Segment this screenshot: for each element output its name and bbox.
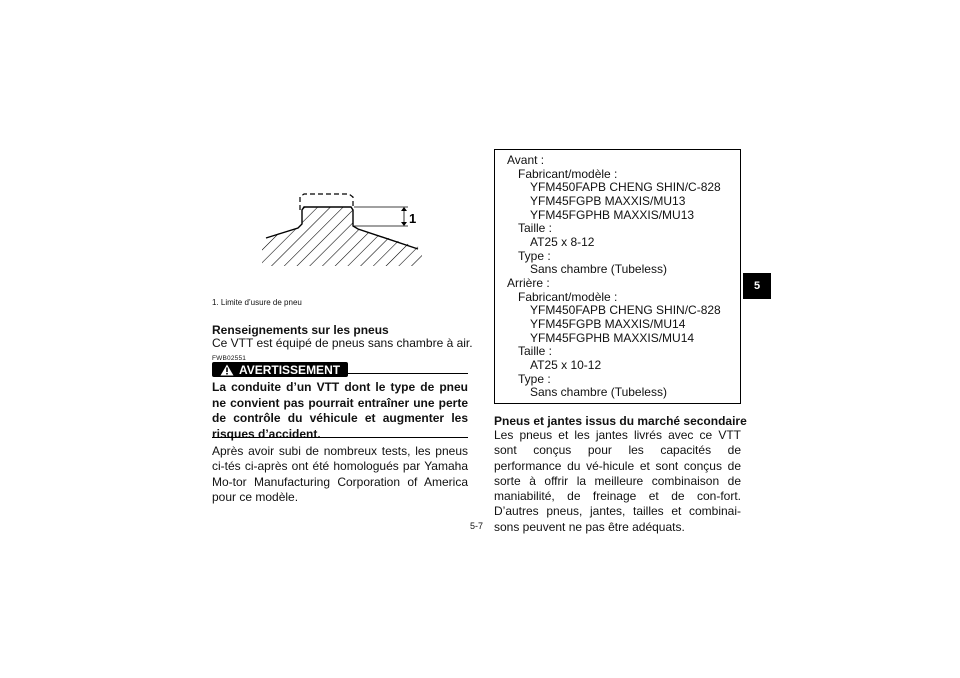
page-number: 5-7 bbox=[470, 521, 484, 531]
spec-line: Arrière : bbox=[507, 275, 550, 290]
spec-line: YFM45FGPB MAXXIS/MU13 bbox=[530, 193, 686, 208]
spec-line: AT25 x 10-12 bbox=[530, 357, 602, 372]
spec-line: Fabricant/modèle : bbox=[518, 289, 618, 304]
spec-line: Avant : bbox=[507, 153, 545, 167]
aftermarket-paragraph: Les pneus et les jantes livrés avec ce VTT sont conçus pour les capacités de performance du vé-hicule et sont conçus de sorte à offrir la meilleure combinaison de maniabilité, de freinage et de con-fort. D’autres pneus, jantes, tailles et combinai-sons peuvent ne pas être adéquats. bbox=[494, 428, 741, 534]
warning-rule-top bbox=[348, 373, 468, 374]
spec-line: Sans chambre (Tubeless) bbox=[530, 262, 667, 277]
spec-line: Type : bbox=[518, 248, 551, 263]
warning-rule-bottom bbox=[212, 437, 468, 438]
tire-spec-box bbox=[494, 149, 741, 404]
spec-line: YFM45FGPB MAXXIS/MU14 bbox=[530, 316, 686, 331]
spec-line: Type : bbox=[518, 371, 551, 386]
tire-info-text: Ce VTT est équipé de pneus sans chambre à air. bbox=[212, 336, 473, 350]
spec-line: YFM45FGPHB MAXXIS/MU14 bbox=[530, 330, 695, 345]
warning-text: La conduite d’un VTT dont le type de pneu ne convient pas pourrait entraîner une perte de contrôle du véhicule et augmenter les risques d’accident. bbox=[212, 380, 468, 441]
tread-cross-section bbox=[262, 186, 428, 266]
figure-caption: 1. Limite d’usure de pneu bbox=[212, 298, 302, 307]
spec-line: Taille : bbox=[518, 221, 553, 236]
chapter-tab: 5 bbox=[743, 273, 771, 299]
spec-line: YFM45FGPHB MAXXIS/MU13 bbox=[530, 207, 695, 222]
spec-line: Fabricant/modèle : bbox=[518, 166, 618, 181]
tire-info-heading: Renseignements sur les pneus bbox=[212, 323, 389, 337]
spec-line: Taille : bbox=[518, 344, 553, 359]
callout-1: 1 bbox=[409, 211, 417, 226]
spec-line: AT25 x 8-12 bbox=[530, 234, 595, 249]
spec-line: YFM450FAPB CHENG SHIN/C-828 bbox=[530, 180, 721, 195]
approval-paragraph: Après avoir subi de nombreux tests, les pneus ci-tés ci-après ont été homologués par Yamaha Mo-tor Manufacturing Corporation of America pour ce modèle. bbox=[212, 444, 468, 504]
aftermarket-heading: Pneus et jantes issus du marché secondaire bbox=[494, 414, 747, 428]
spec-line: YFM450FAPB CHENG SHIN/C-828 bbox=[530, 303, 721, 318]
tire-wear-diagram bbox=[262, 186, 428, 266]
warning-code: FWB02551 bbox=[212, 355, 247, 362]
warning-label: AVERTISSEMENT bbox=[238, 362, 341, 377]
warning-badge bbox=[212, 362, 348, 377]
warning-triangle-icon bbox=[220, 364, 234, 376]
spec-line: Sans chambre (Tubeless) bbox=[530, 385, 667, 400]
